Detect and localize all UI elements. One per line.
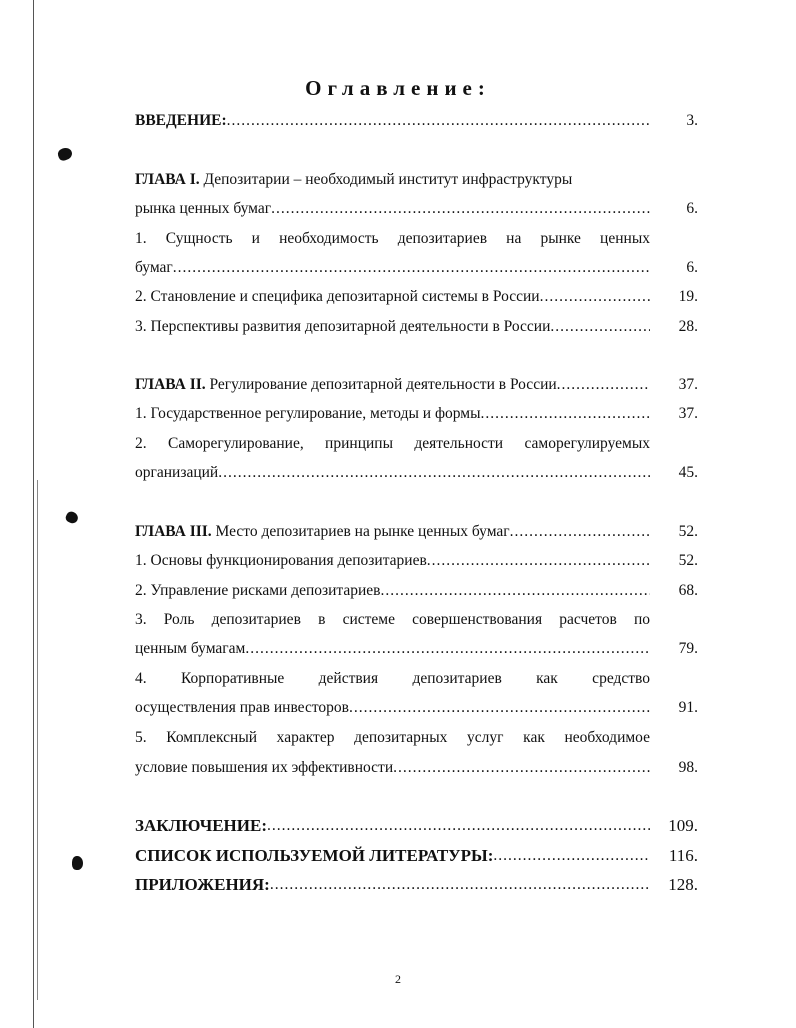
- toc-section-3-5: 5. Комплексный характер депозитарных услуг как необходимое: [135, 729, 650, 746]
- toc-page-number: 19.: [678, 288, 698, 305]
- toc-section-2-1: 1. Государственное регулирование, методы и формы .....: [135, 403, 650, 425]
- toc-page-number: 52.: [678, 523, 698, 540]
- toc-page-number: 116.: [668, 846, 698, 865]
- toc-page-number: 98.: [678, 759, 698, 776]
- left-margin-line-secondary: [37, 480, 38, 1000]
- toc-entry-appendices: ПРИЛОЖЕНИЯ: .....: [135, 874, 650, 896]
- toc-section-3-4: 4. Корпоративные действия депозитариев как средство: [135, 670, 650, 687]
- toc-section-3-5-end: условие повышения их эффективности .....: [135, 757, 650, 779]
- ink-blot: [64, 510, 80, 525]
- toc-section-3-1: 1. Основы функционирования депозитариев .....: [135, 550, 650, 572]
- toc-section-1-1: 1. Сущность и необходимость депозитариев на рынке ценных: [135, 230, 650, 247]
- ink-blot: [56, 146, 73, 162]
- left-margin-line: [33, 0, 34, 1028]
- toc-page-number: 3.: [686, 112, 698, 129]
- toc-section-1-1-end: бумаг .....: [135, 257, 650, 279]
- toc-chapter-2-heading: ГЛАВА II. Регулирование депозитарной деятельности в России .....: [135, 374, 650, 396]
- toc-chapter-3-heading: ГЛАВА III. Место депозитариев на рынке ценных бумаг .....: [135, 521, 650, 543]
- toc-section-1-2: 2. Становление и специфика депозитарной системы в России .....: [135, 286, 650, 308]
- toc-page-number: 79.: [678, 640, 698, 657]
- toc-page-number: 128.: [668, 875, 698, 894]
- toc-section-1-3: 3. Перспективы развития депозитарной деятельности в России .....: [135, 316, 650, 338]
- toc-page-number: 109.: [668, 816, 698, 835]
- toc-page-number: 37.: [678, 376, 698, 393]
- toc-section-3-4-end: осуществления прав инвесторов .....: [135, 697, 650, 719]
- toc-section-2-2-end: организаций .....: [135, 462, 650, 484]
- toc-section-2-2: 2. Саморегулирование, принципы деятельности саморегулируемых: [135, 435, 650, 452]
- toc-section-3-3: 3. Роль депозитариев в системе совершенствования расчетов по: [135, 611, 650, 628]
- toc-page-number: 52.: [678, 552, 698, 569]
- toc-entry-introduction: ВВЕДЕНИЕ: .....: [135, 110, 650, 132]
- toc-page-number: 37.: [678, 405, 698, 422]
- toc-chapter-1-title-end: рынка ценных бумаг .....: [135, 198, 650, 220]
- toc-section-3-2: 2. Управление рисками депозитариев .....: [135, 580, 650, 602]
- toc-section-3-3-end: ценным бумагам .....: [135, 638, 650, 660]
- toc-page-number: 6.: [686, 259, 698, 276]
- ink-blot: [72, 856, 83, 870]
- toc-entry-conclusion: ЗАКЛЮЧЕНИЕ: .....: [135, 815, 650, 837]
- toc-page-number: 45.: [678, 464, 698, 481]
- page-number: 2: [395, 972, 401, 986]
- toc-title: Оглавление:: [305, 76, 491, 100]
- toc-entry-bibliography: СПИСОК ИСПОЛЬЗУЕМОЙ ЛИТЕРАТУРЫ: .....: [135, 845, 650, 867]
- toc-chapter-1-heading: ГЛАВА I. Депозитарии – необходимый институт инфраструктуры: [135, 171, 573, 188]
- toc-page-number: 91.: [678, 699, 698, 716]
- toc-page-number: 28.: [678, 318, 698, 335]
- toc-page-number: 68.: [678, 582, 698, 599]
- toc-page-number: 6.: [686, 200, 698, 217]
